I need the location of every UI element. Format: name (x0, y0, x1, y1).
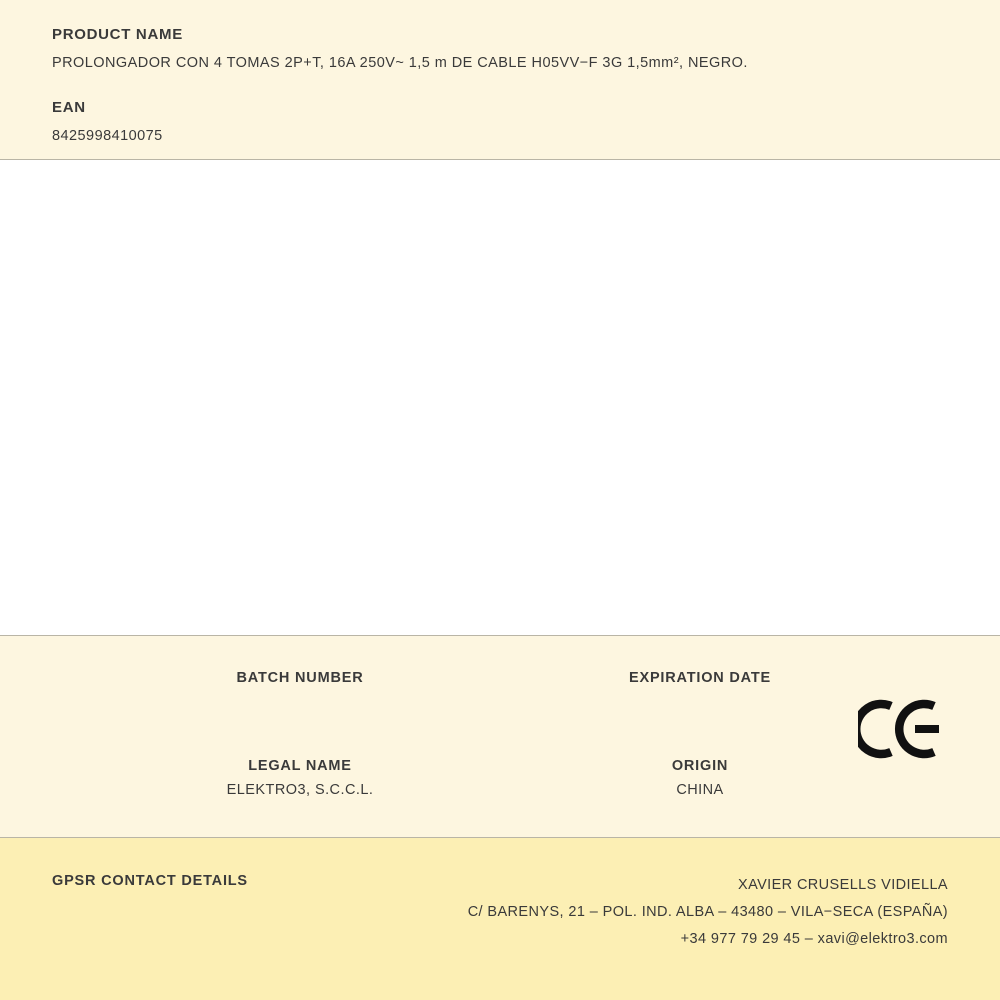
gpsr-contact-line: C/ BARENYS, 21 – POL. IND. ALBA – 43480 – VILA−SECA (ESPAÑA) (467, 904, 948, 920)
expiration-date-value (500, 694, 900, 712)
origin-cell (500, 758, 900, 800)
gpsr-contact-line: +34 977 79 29 45 – xavi@elektro3.com (680, 931, 948, 947)
product-header-section (0, 0, 1000, 160)
batch-number-cell (100, 670, 500, 712)
details-row-legal (0, 712, 1000, 800)
origin-label: ORIGIN (671, 758, 729, 774)
legal-name-value: ELEKTRO3, S.C.C.L. (226, 782, 374, 798)
expiration-date-label: EXPIRATION DATE (629, 670, 771, 686)
batch-number-value (100, 694, 500, 712)
gpsr-contact-section (0, 838, 1000, 1000)
batch-number-label: BATCH NUMBER (236, 670, 364, 686)
gpsr-contact-label: GPSR CONTACT DETAILS (52, 873, 248, 889)
product-image-area (0, 160, 1000, 636)
product-details-section (0, 636, 1000, 838)
legal-name-cell (100, 758, 500, 800)
product-name-value: PROLONGADOR CON 4 TOMAS 2P+T, 16A 250V~ 1,5 m DE CABLE H05VV−F 3G 1,5mm², NEGRO. (52, 55, 748, 71)
ce-mark-icon (858, 698, 948, 760)
expiration-date-cell (500, 670, 900, 712)
legal-name-label: LEGAL NAME (248, 758, 352, 774)
origin-value: CHINA (676, 782, 724, 798)
ean-label: EAN (52, 99, 86, 116)
spacer (0, 71, 1000, 99)
product-name-label: PRODUCT NAME (52, 26, 183, 43)
ean-value: 8425998410075 (52, 128, 163, 144)
details-row-batch (0, 636, 1000, 712)
gpsr-contact-line: XAVIER CRUSELLS VIDIELLA (738, 877, 948, 893)
